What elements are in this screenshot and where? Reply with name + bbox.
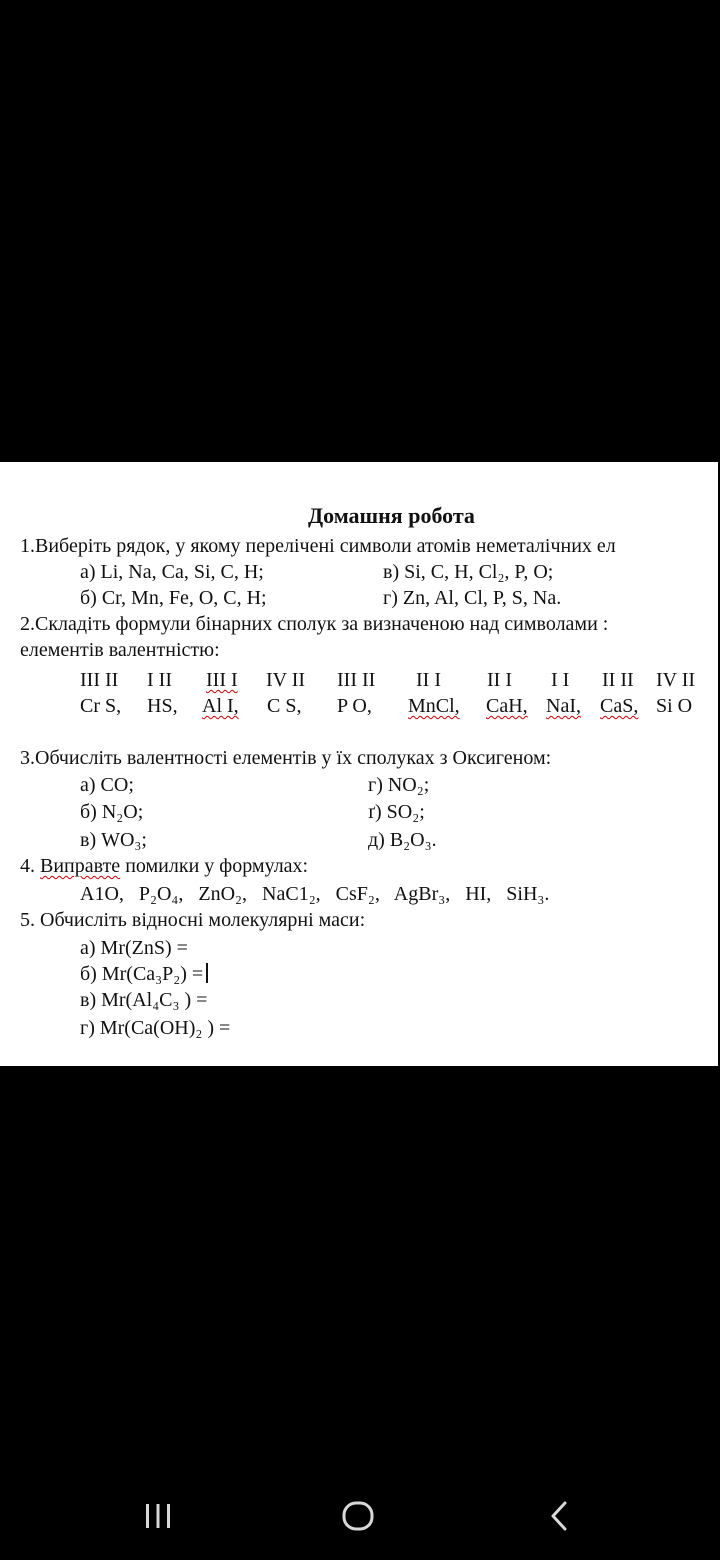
q3-text: 3.Обчисліть валентності елементів у їх сполуках з Оксигеном: xyxy=(20,747,552,769)
formula-4: C S, xyxy=(267,695,302,717)
text-cursor xyxy=(206,963,208,983)
recent-apps-icon xyxy=(142,1500,174,1532)
formula-8: NaI, xyxy=(546,695,581,717)
q4-rest: помилки у формулах: xyxy=(120,855,309,877)
q4-number: 4. xyxy=(20,855,40,877)
q3-option-g: г) NO₂; xyxy=(368,774,430,796)
valence-3: III I xyxy=(206,669,238,691)
q3-option-d: д) B₂O₃. xyxy=(368,829,437,851)
q5-text: 5. Обчисліть відносні молекулярні маси: xyxy=(20,909,366,931)
formula-3: Al I, xyxy=(202,695,239,717)
formula-1: Cr S, xyxy=(80,695,122,717)
home-icon xyxy=(340,1498,376,1534)
home-button[interactable] xyxy=(328,1486,388,1546)
q3-option-g2: ґ) SO₂; xyxy=(368,801,425,823)
formula-5: P O, xyxy=(337,695,372,717)
q1-option-g: г) Zn, Al, Cl, P, S, Na. xyxy=(383,587,562,609)
q1-text: 1.Виберіть рядок, у якому перелічені символи атомів неметалічних ел xyxy=(20,535,616,557)
q4-text xyxy=(20,854,308,878)
q3-option-a: а) CO; xyxy=(80,774,134,796)
formula-6: MnCl, xyxy=(408,695,460,717)
back-button[interactable] xyxy=(530,1486,590,1546)
q5-option-b-line xyxy=(80,962,208,986)
q4-formulas: A1O, P₂O₄, ZnO₂, NaC1₂, CsF₂, AgBr₃, HI, SiH₃. xyxy=(80,883,550,905)
valence-1: III II xyxy=(80,669,119,691)
formula-7: CaH, xyxy=(486,695,528,717)
valence-9: II II xyxy=(602,669,634,691)
q5-option-a: а) Mr(ZnS) = xyxy=(80,937,188,959)
q5-option-b: б) Mr(Ca₃P₂) = xyxy=(80,963,204,985)
navigation-bar xyxy=(0,1470,720,1560)
valence-2: I II xyxy=(147,669,172,691)
q2-text-line2: елементів валентністю: xyxy=(20,639,220,661)
valence-5: III II xyxy=(337,669,376,691)
recent-apps-button[interactable] xyxy=(128,1486,188,1546)
valence-4: IV II xyxy=(266,669,306,691)
doc-title: Домашня робота xyxy=(308,503,475,528)
q5-option-v: в) Mr(Al₄C₃ ) = xyxy=(80,989,208,1011)
q5-option-g: г) Mr(Ca(OH)₂ ) = xyxy=(80,1017,231,1039)
back-icon xyxy=(544,1500,576,1532)
q4-verb: Виправте xyxy=(40,855,121,877)
valence-6: II I xyxy=(416,669,441,691)
q3-option-v: в) WO₃; xyxy=(80,829,147,851)
formula-10: Si O xyxy=(656,695,693,717)
q1-option-v: в) Si, C, H, Cl₂, P, O; xyxy=(383,561,554,583)
valence-8: I I xyxy=(551,669,570,691)
q2-text-line1: 2.Складіть формули бінарних сполук за визначеною над символами : xyxy=(20,613,609,635)
q1-option-a: а) Li, Na, Ca, Si, C, H; xyxy=(80,561,264,583)
formula-9: CaS, xyxy=(600,695,639,717)
formula-2: HS, xyxy=(147,695,178,717)
document-page xyxy=(0,462,718,1066)
q3-option-b: б) N₂O; xyxy=(80,801,144,823)
q1-option-b: б) Cr, Mn, Fe, O, C, H; xyxy=(80,587,267,609)
valence-10: IV II xyxy=(656,669,696,691)
valence-7: II I xyxy=(487,669,512,691)
